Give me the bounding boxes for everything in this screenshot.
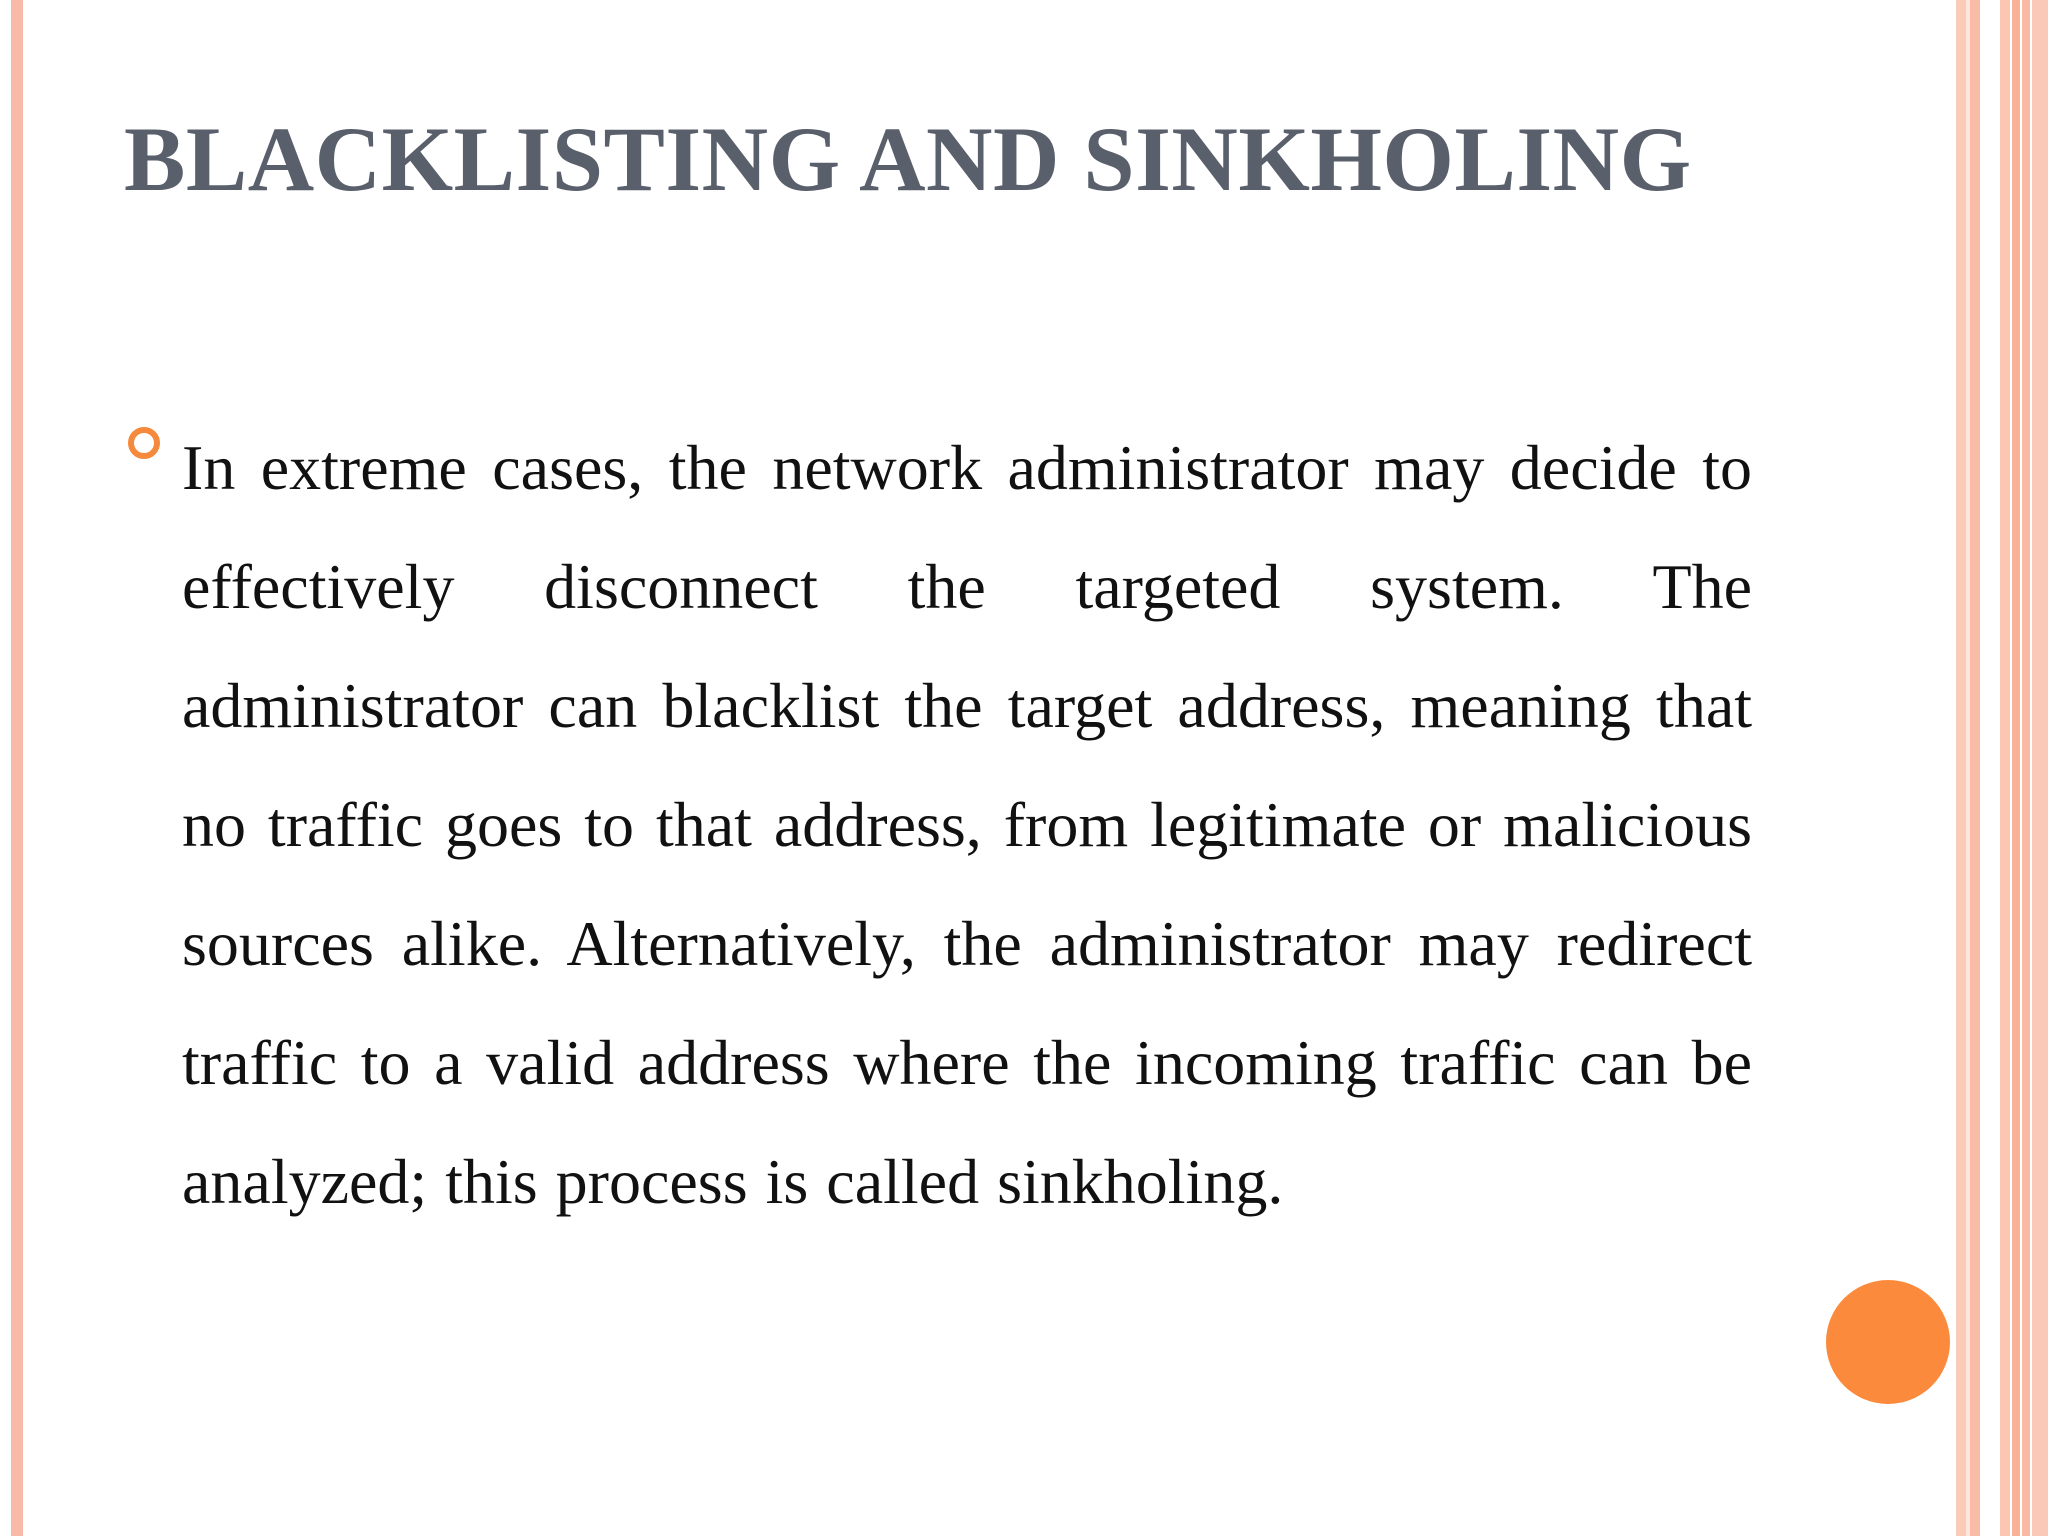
- orange-circle-decoration-icon: [1826, 1280, 1950, 1404]
- right-stripe: [2032, 0, 2048, 1536]
- left-edge-stripe: [11, 0, 23, 1536]
- right-stripe: [2012, 0, 2020, 1536]
- bullet-paragraph: In extreme cases, the network administrator may decide to effectively disconnect the targeted system. The administrator can blacklist the target address, meaning that no traffic goes to that address, from legitimate or malicious sources alike. Alternatively, the administrator may redirect traffic to a valid address where the incoming traffic can be analyzed; this process is called sinkholing.: [182, 432, 1752, 1217]
- right-stripe: [1970, 0, 1980, 1536]
- right-stripe: [2022, 0, 2030, 1536]
- hollow-circle-bullet-icon: [128, 427, 160, 459]
- right-stripe-gap: [1980, 0, 2000, 1536]
- right-stripe: [2000, 0, 2010, 1536]
- slide-title: BLACKLISTING AND SINKHOLING: [124, 108, 1692, 210]
- right-stripe: [1956, 0, 1966, 1536]
